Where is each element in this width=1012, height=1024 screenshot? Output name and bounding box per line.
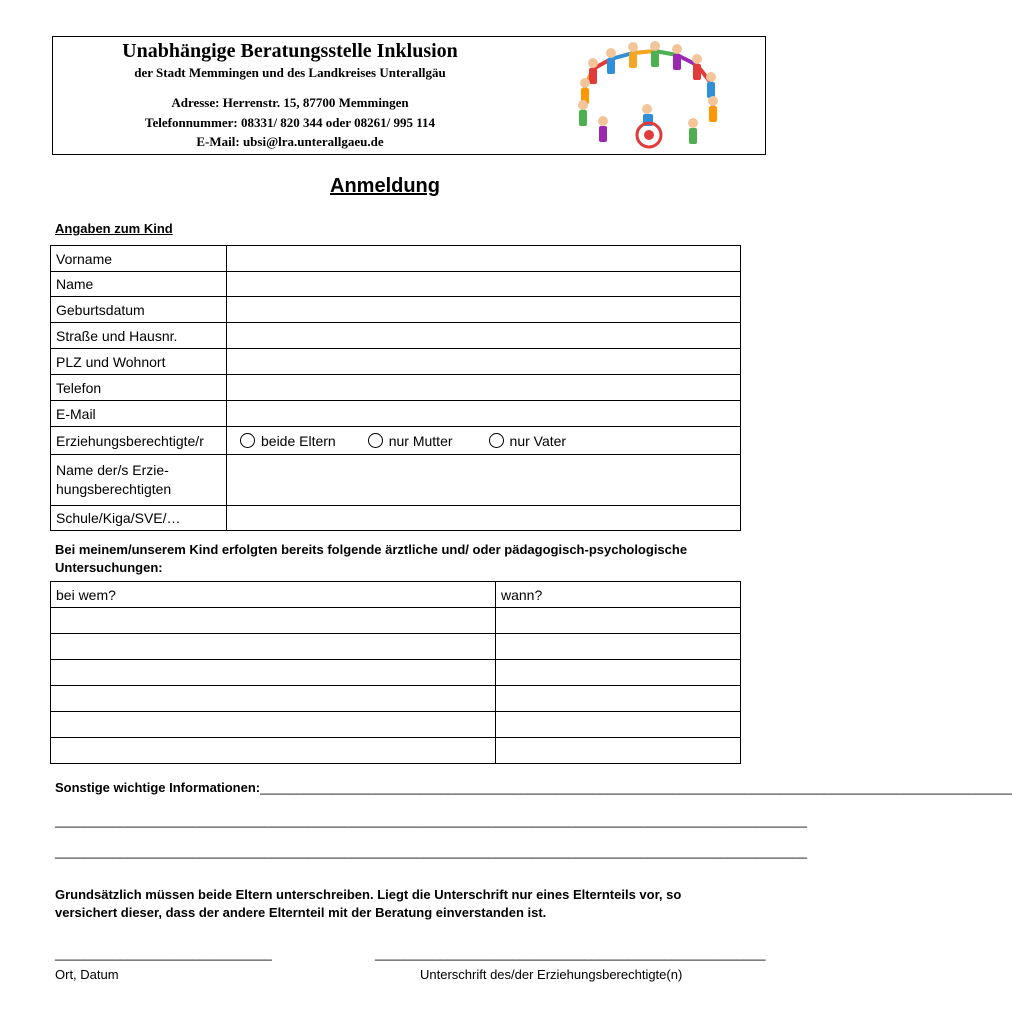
table-row bbox=[51, 349, 741, 375]
radio-mother-only[interactable] bbox=[368, 433, 453, 449]
radio-label: nur Mutter bbox=[388, 432, 453, 449]
radio-father-only[interactable] bbox=[489, 433, 567, 449]
other-info-line[interactable]: ________________________________________________________________________________________________________ bbox=[55, 813, 807, 828]
field-label-guardian-name: Name der/s Erzie- hungsberechtigten bbox=[51, 455, 227, 506]
column-header-when: wann? bbox=[496, 582, 741, 608]
name-field[interactable] bbox=[227, 272, 741, 297]
table-row bbox=[51, 686, 741, 712]
exams-table bbox=[50, 581, 741, 764]
organization-subtitle: der Stadt Memmingen und des Landkreises Unterallgäu bbox=[134, 65, 446, 80]
guardian-name-field[interactable] bbox=[227, 455, 741, 506]
birthdate-field[interactable] bbox=[227, 297, 741, 323]
exam-when-field[interactable] bbox=[496, 634, 741, 660]
table-row bbox=[51, 246, 741, 272]
radio-circle-icon bbox=[489, 433, 504, 448]
table-row bbox=[51, 297, 741, 323]
field-label-name: Name bbox=[51, 272, 227, 297]
guardian-options bbox=[227, 427, 741, 455]
table-row bbox=[51, 375, 741, 401]
field-label-first-name: Vorname bbox=[51, 246, 227, 272]
table-row bbox=[51, 272, 741, 297]
table-row bbox=[51, 455, 741, 506]
other-info-label: Sonstige wichtige Informationen: bbox=[55, 780, 261, 795]
header-box bbox=[52, 36, 766, 155]
exam-when-field[interactable] bbox=[496, 712, 741, 738]
field-label-birthdate: Geburtsdatum bbox=[51, 297, 227, 323]
phone-field[interactable] bbox=[227, 375, 741, 401]
table-row bbox=[51, 660, 741, 686]
exam-who-field[interactable] bbox=[51, 712, 496, 738]
field-label-school: Schule/Kiga/SVE/… bbox=[51, 506, 227, 531]
radio-circle-icon bbox=[240, 433, 255, 448]
table-row bbox=[51, 401, 741, 427]
city-field[interactable] bbox=[227, 349, 741, 375]
email-line: E-Mail: ubsi@lra.unterallgaeu.de bbox=[196, 134, 384, 149]
table-row bbox=[51, 427, 741, 455]
other-info-line[interactable]: ________________________________________________________________________________________________________ bbox=[55, 844, 807, 859]
exam-who-field[interactable] bbox=[51, 686, 496, 712]
exam-when-field[interactable] bbox=[496, 738, 741, 764]
first-name-field[interactable] bbox=[227, 246, 741, 272]
signature-label: Unterschrift des/der Erziehungsberechtigte(n) bbox=[420, 967, 683, 982]
table-row bbox=[51, 323, 741, 349]
school-field[interactable] bbox=[227, 506, 741, 531]
place-date-line[interactable]: ______________________________ bbox=[55, 946, 272, 961]
exam-who-field[interactable] bbox=[51, 738, 496, 764]
radio-circle-icon bbox=[368, 433, 383, 448]
place-date-label: Ort, Datum bbox=[55, 967, 119, 982]
field-label-guardian: Erziehungsberechtigte/r bbox=[51, 427, 227, 455]
signature-line[interactable]: ______________________________________________________ bbox=[375, 946, 766, 961]
exam-when-field[interactable] bbox=[496, 686, 741, 712]
field-label-phone: Telefon bbox=[51, 375, 227, 401]
table-row bbox=[51, 582, 741, 608]
column-header-who: bei wem? bbox=[51, 582, 496, 608]
other-info-line: ________________________________________________________________________________________________________ bbox=[260, 780, 1012, 795]
exam-who-field[interactable] bbox=[51, 608, 496, 634]
table-row bbox=[51, 712, 741, 738]
inclusion-logo-icon bbox=[563, 39, 733, 151]
radio-both-parents[interactable] bbox=[240, 433, 336, 449]
table-row bbox=[51, 506, 741, 531]
field-label-city: PLZ und Wohnort bbox=[51, 349, 227, 375]
child-section-heading: Angaben zum Kind bbox=[55, 221, 173, 236]
field-label-street: Straße und Hausnr. bbox=[51, 323, 227, 349]
child-info-table bbox=[50, 245, 741, 531]
radio-label: beide Eltern bbox=[261, 432, 336, 449]
other-info-row[interactable] bbox=[55, 780, 1012, 795]
email-field[interactable] bbox=[227, 401, 741, 427]
exam-who-field[interactable] bbox=[51, 634, 496, 660]
phone-line: Telefonnummer: 08331/ 820 344 oder 08261/ 995 114 bbox=[145, 115, 435, 130]
table-row bbox=[51, 634, 741, 660]
exams-intro: Bei meinem/unserem Kind erfolgten bereits folgende ärztliche und/ oder pädagogisch-psychologische Untersuchungen: bbox=[55, 542, 688, 575]
signature-notice: Grundsätzlich müssen beide Eltern unterschreiben. Liegt die Unterschrift nur eines Elternteils vor, so versichert dieser, dass der andere Elternteil mit der Beratung einverstanden ist. bbox=[55, 887, 682, 920]
table-row bbox=[51, 738, 741, 764]
exam-when-field[interactable] bbox=[496, 660, 741, 686]
table-row bbox=[51, 608, 741, 634]
address-line: Adresse: Herrenstr. 15, 87700 Memmingen bbox=[171, 95, 409, 110]
document-title: Anmeldung bbox=[330, 175, 440, 197]
radio-label: nur Vater bbox=[509, 432, 567, 449]
organization-title: Unabhängige Beratungsstelle Inklusion bbox=[122, 40, 458, 62]
field-label-email: E-Mail bbox=[51, 401, 227, 427]
exam-who-field[interactable] bbox=[51, 660, 496, 686]
street-field[interactable] bbox=[227, 323, 741, 349]
exam-when-field[interactable] bbox=[496, 608, 741, 634]
